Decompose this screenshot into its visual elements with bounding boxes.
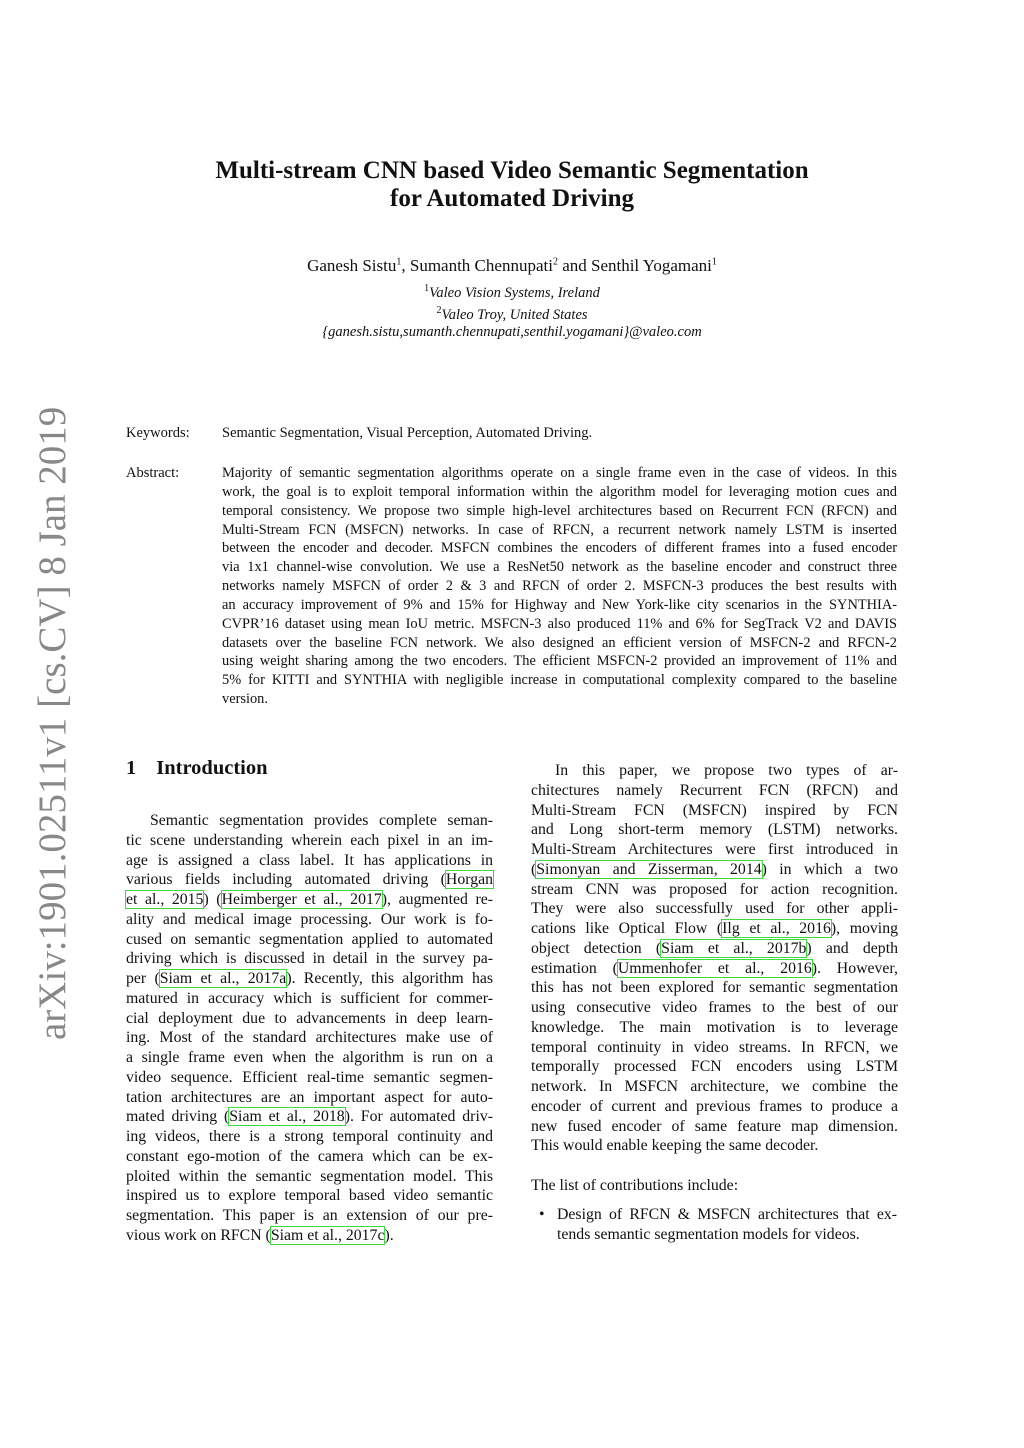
text-segment: CVPR’16 dataset using mean IoU metric. MSFCN-3 also produced 11% and 6% for SegTrack V2 and DAVIS xyxy=(222,615,897,632)
text-line xyxy=(531,1018,898,1038)
text-line xyxy=(222,690,897,709)
text-line xyxy=(222,464,897,483)
text-line xyxy=(126,1147,493,1167)
citation-link[interactable]: Siam et al., 2018 xyxy=(229,1108,345,1126)
text-segment: chitectures namely Recurrent FCN (RFCN) and xyxy=(531,781,898,799)
text-line xyxy=(531,820,898,840)
author: and Senthil Yogamani xyxy=(557,256,712,275)
text-line xyxy=(531,781,898,801)
text-line xyxy=(126,1009,493,1029)
text-segment: object detection ( xyxy=(531,939,662,957)
text-segment: cused on semantic segmentation applied to automated xyxy=(126,930,493,948)
contributions-intro: The list of contributions include: xyxy=(531,1177,739,1194)
text-line xyxy=(222,671,897,690)
text-segment: ) ( xyxy=(203,891,222,908)
text-line xyxy=(126,1088,493,1108)
bullet-line: tends semantic segmentation models for videos. xyxy=(557,1225,860,1243)
keywords-label: Keywords: xyxy=(126,425,190,441)
text-line xyxy=(531,801,898,821)
text-line xyxy=(531,939,898,959)
text-segment: In this paper, we propose two types of ar- xyxy=(555,762,898,779)
text-line xyxy=(126,890,493,910)
text-line xyxy=(126,1028,493,1048)
text-segment: new fused encoder of same feature map dimension. xyxy=(531,1117,898,1135)
text-line xyxy=(126,930,493,950)
text-line xyxy=(531,1057,898,1077)
authors xyxy=(0,256,1024,276)
text-line xyxy=(531,919,898,939)
aff-text: Valeo Troy, United States xyxy=(441,306,588,323)
author: , Sumanth Chennupati xyxy=(401,256,553,275)
right-column xyxy=(531,761,898,1156)
section-number: 1 xyxy=(126,757,137,779)
text-segment: Majority of semantic segmentation algorithms operate on a single frame even in the case of videos. In this xyxy=(222,465,897,481)
text-segment: stream CNN was proposed for action recognition. xyxy=(531,880,898,898)
text-segment: video sequence. Efficient real-time semantic segmen- xyxy=(126,1068,493,1086)
text-line xyxy=(222,615,897,634)
bullet-line: Design of RFCN & MSFCN architectures that ex- xyxy=(557,1206,897,1223)
text-segment: ) in which a two xyxy=(761,860,898,878)
text-line xyxy=(126,989,493,1009)
citation-link[interactable]: Siam et al., 2017b xyxy=(661,939,807,957)
text-line xyxy=(126,910,493,930)
text-line xyxy=(222,558,897,577)
text-line xyxy=(531,978,898,998)
text-segment: ality and medical image processing. Our work is fo- xyxy=(126,910,493,928)
text-segment: ), moving xyxy=(830,920,898,937)
text-line xyxy=(531,840,898,860)
aff-text: Valeo Vision Systems, Ireland xyxy=(429,284,600,301)
text-line xyxy=(222,539,897,558)
title-line: Multi-stream CNN based Video Semantic Segmentation xyxy=(215,157,809,184)
text-line xyxy=(222,652,897,671)
affiliation xyxy=(0,305,1024,324)
text-segment: matured in accuracy which is sufficient for commer- xyxy=(126,989,493,1007)
text-segment: age is assigned a class label. It has applications in xyxy=(126,851,493,869)
citation-link[interactable]: Siam et al., 2017c xyxy=(270,1226,385,1244)
text-line xyxy=(531,761,898,781)
affiliation xyxy=(0,283,1024,302)
text-line xyxy=(126,870,493,890)
text-segment: vious work on RFCN ( xyxy=(126,1226,271,1244)
author-sup: 1 xyxy=(711,256,717,268)
text-line xyxy=(531,880,898,900)
text-segment: ). Recently, this algorithm has xyxy=(286,970,494,987)
text-segment: ing. Most of the standard architectures make use of xyxy=(126,1029,493,1047)
text-line xyxy=(126,851,493,871)
text-segment: this has not been explored for semantic segmentation xyxy=(531,979,898,997)
text-segment: ). xyxy=(384,1226,394,1244)
text-segment: knowledge. The main motivation is to leverage xyxy=(531,1018,898,1036)
text-segment: ing videos, there is a strong temporal continuity and xyxy=(126,1128,493,1145)
text-line xyxy=(222,521,897,540)
text-segment: using consecutive video frames to the best of our xyxy=(531,999,898,1016)
text-segment: Multi-Stream Architectures were first introduced in xyxy=(531,841,898,858)
abstract-text xyxy=(222,464,897,709)
text-segment: tation architectures are an important aspect for auto- xyxy=(126,1088,493,1106)
text-line xyxy=(126,1186,493,1206)
text-line xyxy=(126,949,493,969)
text-segment: Multi-Stream FCN (MSFCN) inspired by FCN xyxy=(531,801,898,819)
author: Ganesh Sistu xyxy=(307,256,397,275)
text-segment: ), augmented re- xyxy=(381,891,493,908)
text-line xyxy=(531,998,898,1018)
text-line xyxy=(126,1206,493,1226)
citation-link[interactable]: Ilg et al., 2016 xyxy=(722,920,831,937)
text-segment: ). However, xyxy=(811,959,898,977)
text-line xyxy=(126,1048,493,1068)
text-line xyxy=(531,860,898,880)
text-segment: constant ego-motion of the camera which can be ex- xyxy=(126,1147,493,1165)
text-segment: ). For automated driv- xyxy=(344,1108,493,1126)
text-segment: network. In MSFCN architecture, we combine the xyxy=(531,1078,898,1095)
text-line xyxy=(126,811,493,831)
text-line xyxy=(126,969,493,989)
text-line xyxy=(531,1136,898,1156)
text-segment: cations like Optical Flow ( xyxy=(531,920,723,937)
aff-sup: 2 xyxy=(436,305,442,316)
citation-link[interactable]: Ummenhofer et al., 2016 xyxy=(617,959,812,977)
aff-sup: 1 xyxy=(424,283,430,294)
text-line xyxy=(126,1107,493,1127)
text-segment: per ( xyxy=(126,970,160,987)
text-segment: tic scene understanding wherein each pixel in an im- xyxy=(126,831,493,849)
text-segment: Semantic segmentation provides complete seman- xyxy=(150,812,493,829)
text-segment: temporal continuity in video streams. In RFCN, we xyxy=(531,1038,898,1056)
text-line xyxy=(222,502,897,521)
text-segment: estimation ( xyxy=(531,959,618,977)
text-segment: ) and depth xyxy=(806,939,898,957)
text-segment: a single frame even when the algorithm is run on a xyxy=(126,1049,493,1066)
text-segment: datasets over the baseline FCN network. We also designed an efficient version of MSFCN-2 and RFCN-2 xyxy=(222,634,897,651)
text-line xyxy=(531,959,898,979)
paper-title xyxy=(0,157,1024,213)
text-segment: ploited within the semantic segmentation model. This xyxy=(126,1167,493,1185)
text-segment: mated driving ( xyxy=(126,1108,230,1126)
text-line xyxy=(126,1167,493,1187)
text-line xyxy=(531,1038,898,1058)
citation-link[interactable]: Simonyan and Zisserman, 2014 xyxy=(536,860,762,878)
text-segment: and Long short-term memory (LSTM) networks. xyxy=(531,821,898,839)
text-line xyxy=(126,1068,493,1088)
text-line xyxy=(531,1077,898,1097)
text-segment: encoder of current and previous frames to produce a xyxy=(531,1097,898,1115)
keywords: Semantic Segmentation, Visual Perception, Automated Driving. xyxy=(222,425,593,441)
text-segment: between the encoder and decoder. MSFCN combines the encoders of different frames into a fused encoder xyxy=(222,540,897,557)
text-line xyxy=(531,1097,898,1117)
citation-link[interactable]: Horgan xyxy=(445,871,493,889)
citation-link[interactable]: et al., 2015 xyxy=(126,891,204,908)
text-line xyxy=(126,1127,493,1147)
text-line xyxy=(222,596,897,615)
section-heading xyxy=(126,757,268,780)
text-segment: inspired us to explore temporal based video semantic xyxy=(126,1187,493,1205)
text-segment: networks namely MSFCN of order 2 & 3 and RFCN of order 2. MSFCN-3 produces the best results with xyxy=(222,578,897,595)
text-segment: temporal consistency. We propose two simple high-level architectures based on Recurrent FCN (RFCN) and xyxy=(222,502,897,519)
text-segment: various fields including automated driving ( xyxy=(126,871,446,889)
citation-link[interactable]: Siam et al., 2017a xyxy=(159,970,287,987)
title-line: for Automated Driving xyxy=(390,185,634,212)
text-segment: cial deployment due to advancements in deep learn- xyxy=(126,1009,493,1027)
text-line xyxy=(222,483,897,502)
citation-link[interactable]: Heimberger et al., 2017 xyxy=(221,891,382,908)
author-emails: {ganesh.sistu,sumanth.chennupati,senthil.yogamani}@valeo.com xyxy=(322,324,702,340)
text-segment: temporally processed FCN encoders using LSTM xyxy=(531,1058,898,1076)
contribution-bullet xyxy=(541,1205,897,1245)
text-segment: an accuracy improvement of 9% and 15% for Highway and New York-like city scenarios in the SYNTHIA- xyxy=(222,596,897,613)
text-segment: 5% for KITTI and SYNTHIA with negligible increase in computational complexity compared to the baseline xyxy=(222,672,897,689)
text-segment: via 1x1 channel-wise convolution. We use a ResNet50 network as the baseline encoder and construct three xyxy=(222,559,897,576)
text-segment: segmentation. This paper is an extension of our pre- xyxy=(126,1207,493,1224)
text-line xyxy=(531,899,898,919)
author-sup: 2 xyxy=(552,256,558,268)
text-segment: work, the goal is to exploit temporal information within the algorithm model for leveraging motion cues and xyxy=(222,483,897,500)
text-segment: Multi-Stream FCN (MSFCN) networks. In case of RFCN, a recurrent network namely LSTM is inserted xyxy=(222,521,897,538)
author-sup: 1 xyxy=(396,256,402,268)
abstract-label: Abstract: xyxy=(126,465,180,481)
arxiv-stamp: arXiv:1901.02511v1 [cs.CV] 8 Jan 2019 xyxy=(31,406,74,1040)
text-segment: version. xyxy=(222,691,268,708)
text-line xyxy=(126,831,493,851)
bullet-icon: • xyxy=(539,1206,545,1223)
text-segment: driving which is discussed in detail in the survey pa- xyxy=(126,950,493,968)
text-line xyxy=(222,577,897,596)
text-segment: ( xyxy=(531,860,537,878)
section-title: Introduction xyxy=(156,757,268,779)
text-segment: This would enable keeping the same decoder. xyxy=(531,1137,819,1155)
text-line xyxy=(126,1226,493,1246)
left-column xyxy=(126,811,493,1246)
text-segment: They were also successfully used for other appli- xyxy=(531,900,898,918)
text-line xyxy=(531,1117,898,1137)
text-segment: using weight sharing among the two encoders. The efficient MSFCN-2 provided an improvement of 11% and xyxy=(222,653,897,670)
text-line xyxy=(222,634,897,653)
